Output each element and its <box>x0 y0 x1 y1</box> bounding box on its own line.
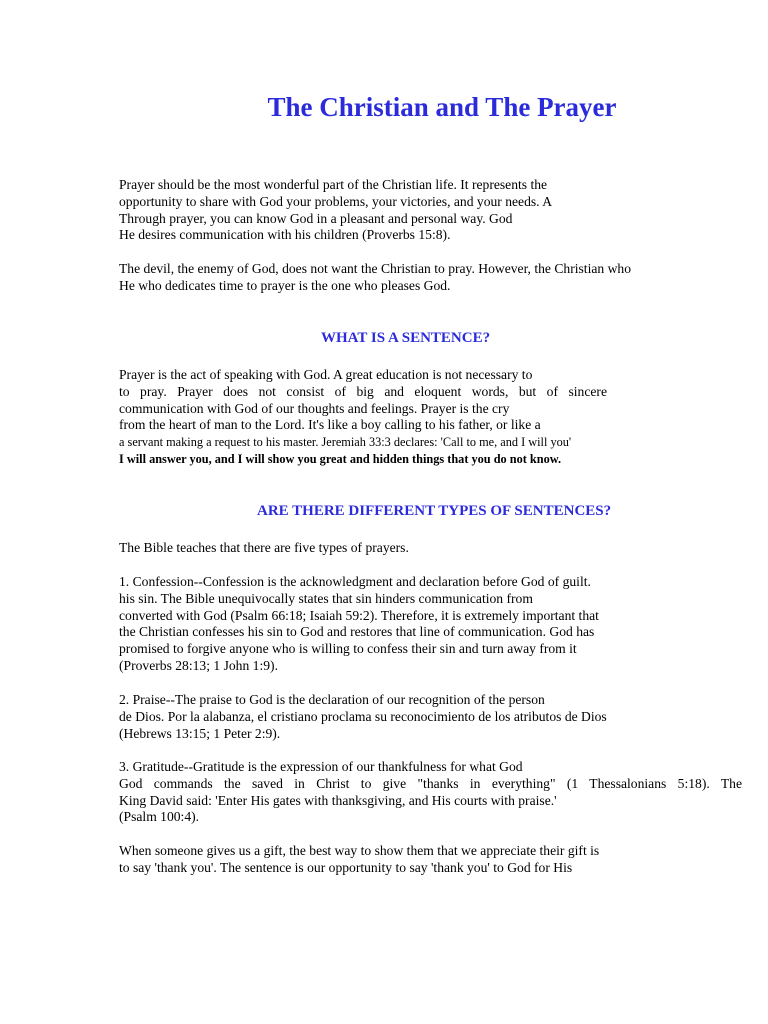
text-line: He who dedicates time to prayer is the one who pleases God. <box>119 277 451 293</box>
confession-paragraph <box>119 574 599 675</box>
text-line: his sin. The Bible unequivocally states that sin hinders communication from <box>119 590 533 606</box>
text-line: communication with God of our thoughts and feelings. Prayer is the cry <box>119 400 510 416</box>
text-line: promised to forgive anyone who is willing to confess their sin and turn away from it <box>119 641 577 657</box>
gift-paragraph <box>119 843 599 877</box>
gratitude-paragraph <box>119 759 742 826</box>
section2-intro <box>119 540 409 557</box>
text-line: The devil, the enemy of God, does not want the Christian to pray. However, the Christian who <box>119 261 632 276</box>
section1-paragraph <box>119 367 607 468</box>
page-title: The Christian and The Prayer <box>267 92 617 122</box>
section-heading-types-of-sentences: ARE THERE DIFFERENT TYPES OF SENTENCES? <box>257 503 612 519</box>
text-line: Prayer is the act of speaking with God. A great education is not necessary to <box>119 367 533 382</box>
text-line: The Bible teaches that there are five types of prayers. <box>119 540 409 555</box>
text-line: He desires communication with his children (Proverbs 15:8). <box>119 227 451 243</box>
intro-paragraph-2 <box>119 261 631 295</box>
intro-paragraph-1 <box>119 177 552 244</box>
text-line: opportunity to share with God your problems, your victories, and your needs. A <box>119 193 553 209</box>
text-line: de Dios. Por la alabanza, el cristiano proclama su reconocimiento de los atributos de Dios <box>119 708 607 724</box>
text-line: Prayer should be the most wonderful part of the Christian life. It represents the <box>119 177 548 192</box>
text-line: converted with God (Psalm 66:18; Isaiah 59:2). Therefore, it is extremely important that <box>119 607 599 623</box>
praise-paragraph <box>119 692 607 742</box>
text-line: When someone gives us a gift, the best way to show them that we appreciate their gift is <box>119 843 600 858</box>
text-line: to pray. Prayer does not consist of big and eloquent words, but of sincere <box>119 383 607 399</box>
text-line: 3. Gratitude--Gratitude is the expression of our thankfulness for what God <box>119 759 523 774</box>
text-line: 2. Praise--The praise to God is the declaration of our recognition of the person <box>119 692 545 707</box>
text-line: (Hebrews 13:15; 1 Peter 2:9). <box>119 725 281 741</box>
text-line: the Christian confesses his sin to God and restores that line of communication. God has <box>119 624 595 640</box>
text-line-bold: I will answer you, and I will show you great and hidden things that you do not know. <box>119 451 562 466</box>
text-line: (Psalm 100:4). <box>119 809 200 825</box>
text-line: 1. Confession--Confession is the acknowledgment and declaration before God of guilt. <box>119 574 591 589</box>
text-line: Through prayer, you can know God in a pleasant and personal way. God <box>119 210 513 226</box>
section-heading-what-is-a-sentence: WHAT IS A SENTENCE? <box>321 330 491 346</box>
text-line: God commands the saved in Christ to give "thanks in everything" (1 Thessalonians 5:18). The <box>119 775 742 791</box>
text-line: from the heart of man to the Lord. It's like a boy calling to his father, or like a <box>119 417 541 433</box>
text-line: (Proverbs 28:13; 1 John 1:9). <box>119 657 278 673</box>
text-line: a servant making a request to his master. Jeremiah 33:3 declares: 'Call to me, and I will you' <box>119 435 572 450</box>
text-line: to say 'thank you'. The sentence is our opportunity to say 'thank you' to God for His <box>119 859 573 875</box>
text-line: King David said: 'Enter His gates with thanksgiving, and His courts with praise.' <box>119 792 557 808</box>
